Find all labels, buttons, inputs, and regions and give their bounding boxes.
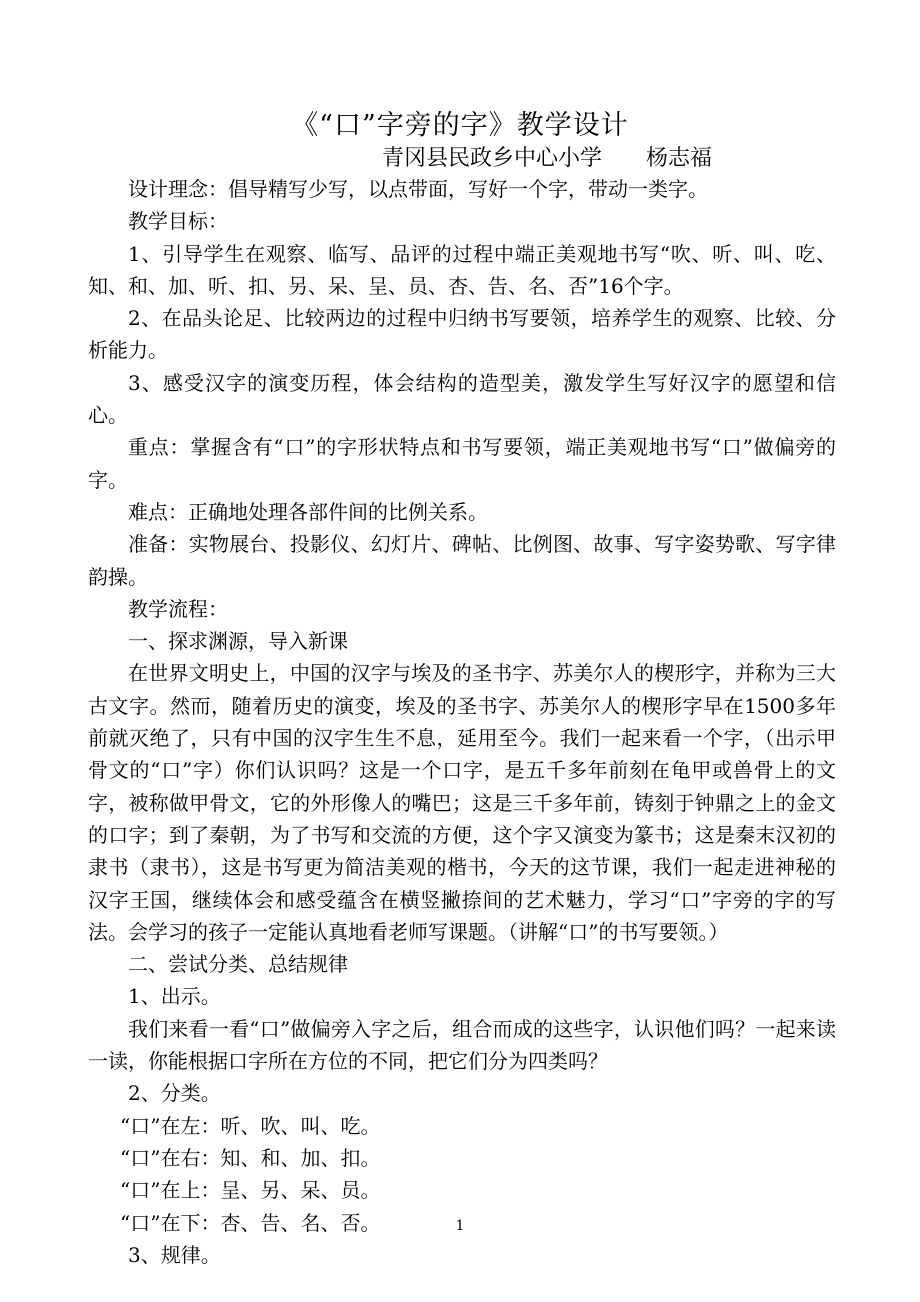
document-body bbox=[88, 173, 836, 1271]
class-top: “口”在上：呈、另、呆、员。 bbox=[120, 1178, 381, 1203]
author-line: 青冈县民政乡中心小学 杨志福 bbox=[382, 146, 713, 171]
paragraph-preparation: 准备：实物展台、投影仪、幻灯片、碑帖、比例图、故事、写字姿势歌、写字律韵操。 bbox=[88, 532, 836, 589]
list-item-show: 1、出示。 bbox=[128, 984, 221, 1009]
document-title: 《“口”字旁的字》教学设计 bbox=[291, 110, 629, 141]
list-item-rules: 3、规律。 bbox=[128, 1242, 221, 1267]
paragraph-introduction: 在世界文明史上，中国的汉字与埃及的圣书字、苏美尔人的楔形字，并称为三大古文字。然而，随着历史的演变，埃及的圣书字、苏美尔人的楔形字早在1500多年前就灭绝了，只有中国的汉字生生不息，延用至今。我们一起来看一个字，（出示甲骨文的“口”字）你们认识吗？这是一个口字，是五千多年前刻在龟甲或兽骨上的文字，被称做甲骨文，它的外形像人的嘴巴；这是三千多年前，铸刻于钟鼎之上的金文的口字；到了秦朝，为了书写和交流的方便，这个字又演变为篆书；这是秦末汉初的隶书（隶书），这是书写更为简洁美观的楷书，今天的这节课，我们一起走进神秘的汉字王国，继续体会和感受蕴含在横竖撇捺间的艺术魅力，学习“口”字旁的字的写法。会学习的孩子一定能认真地看老师写课题。（讲解“口”的书写要领。） bbox=[88, 661, 836, 944]
paragraph-goal-2: 2、在品头论足、比较两边的过程中归纳书写要领，培养学生的观察、比较、分析能力。 bbox=[88, 306, 836, 363]
class-right: “口”在右：知、和、加、扣。 bbox=[120, 1145, 381, 1170]
paragraph-difficulty: 难点：正确地处理各部件间的比例关系。 bbox=[128, 499, 488, 524]
list-item-classify: 2、分类。 bbox=[128, 1081, 221, 1106]
section-heading-2: 二、尝试分类、总结规律 bbox=[128, 952, 348, 977]
paragraph-question: 我们来看一看“口”做偏旁入字之后，组合而成的这些字，认识他们吗？一起来读一读，你能根据口字所在方位的不同，把它们分为四类吗？ bbox=[88, 1016, 836, 1074]
paragraph-goal-1: 1、引导学生在观察、临写、品评的过程中端正美观地书写“吹、听、叫、吃、知、和、加、听、扣、另、呆、呈、员、杏、告、名、否”16个字。 bbox=[88, 241, 836, 298]
paragraph-key-point: 重点：掌握含有“口”的字形状特点和书写要领，端正美观地书写“口”做偏旁的字。 bbox=[88, 435, 836, 492]
section-heading-1: 一、探求渊源，导入新课 bbox=[128, 629, 348, 654]
paragraph-design-concept: 设计理念：倡导精写少写，以点带面，写好一个字，带动一类字。 bbox=[128, 177, 708, 201]
page-number: 1 bbox=[455, 1218, 465, 1234]
class-bottom: “口”在下：杏、告、名、否。 bbox=[120, 1210, 381, 1235]
paragraph-goals-heading: 教学目标： bbox=[128, 209, 228, 234]
class-left: “口”在左：听、吹、叫、吃。 bbox=[120, 1113, 381, 1138]
paragraph-process-heading: 教学流程： bbox=[128, 596, 228, 621]
paragraph-goal-3: 3、感受汉字的演变历程，体会结构的造型美，激发学生写好汉字的愿望和信心。 bbox=[88, 370, 836, 428]
